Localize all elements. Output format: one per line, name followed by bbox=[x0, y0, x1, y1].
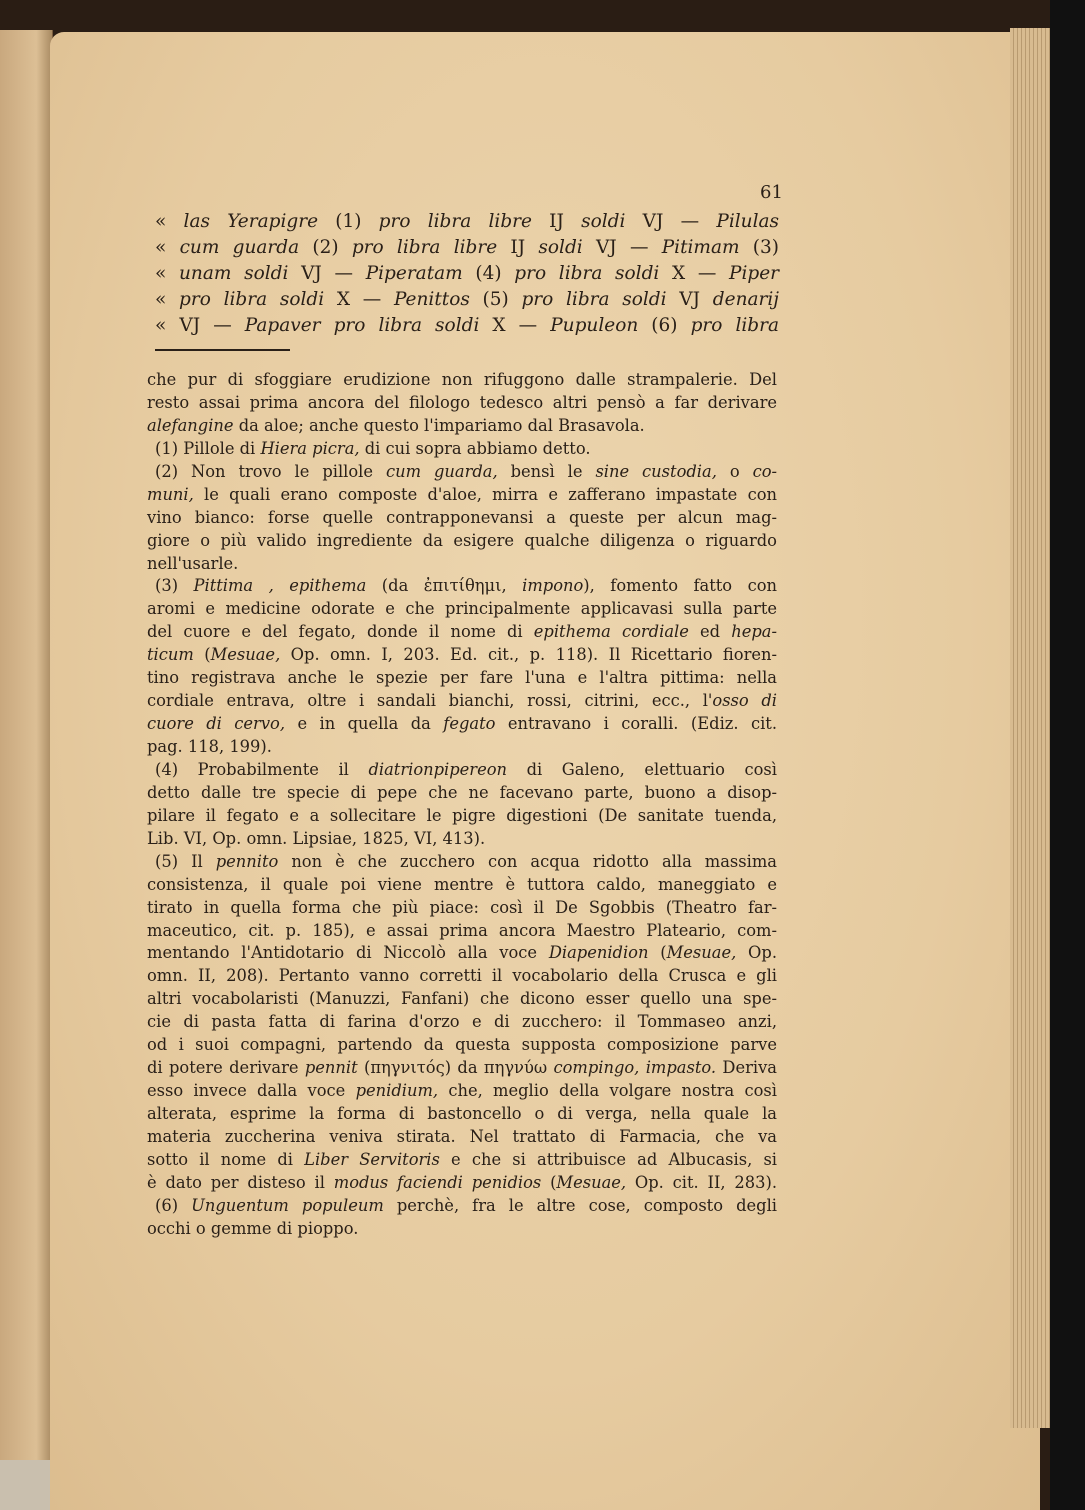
italic-text: Mesuae, bbox=[666, 943, 737, 963]
text-line bbox=[147, 781, 777, 804]
text-line bbox=[147, 368, 777, 391]
text-span: perchè, fra le altre cose, composto degli bbox=[383, 1195, 777, 1215]
text-line bbox=[147, 620, 777, 643]
text-line bbox=[147, 483, 777, 506]
text-span: nell'usarle. bbox=[147, 553, 239, 573]
text-span: (5) bbox=[469, 289, 522, 310]
text-span: vino bianco: forse quelle contrapponevansi a queste per alcun mag- bbox=[147, 507, 777, 527]
text-span: ( bbox=[193, 645, 211, 665]
text-span: X — bbox=[659, 263, 730, 284]
text-line bbox=[147, 666, 777, 689]
text-span: entravano i coralli. (Ediz. cit. bbox=[495, 714, 777, 734]
text-span: resto assai prima ancora del filologo tedesco altri pensò a far derivare bbox=[147, 392, 777, 412]
text-line bbox=[147, 827, 777, 850]
text-span: e in quella da bbox=[285, 714, 444, 734]
text-line bbox=[147, 1171, 777, 1194]
italic-text: Piperatam bbox=[365, 263, 463, 284]
text-line bbox=[147, 529, 777, 552]
text-line bbox=[147, 850, 777, 873]
text-span: o bbox=[716, 461, 753, 481]
text-line bbox=[147, 1125, 777, 1148]
text-line bbox=[147, 896, 777, 919]
text-span: (5) Il bbox=[155, 851, 216, 871]
italic-text: Penittos bbox=[393, 289, 470, 310]
text-line bbox=[147, 1079, 777, 1102]
text-span: VJ — bbox=[625, 211, 717, 232]
text-line bbox=[155, 235, 779, 261]
text-span: è dato per disteso il bbox=[147, 1172, 334, 1192]
italic-text: ticum bbox=[147, 645, 194, 665]
text-span: cie di pasta fatta di farina d'orzo e di zucchero: il Tommaseo anzi, bbox=[147, 1012, 777, 1032]
italic-text: penidium, bbox=[355, 1081, 439, 1101]
text-line bbox=[147, 1056, 777, 1079]
text-span: Op. omn. I, 203. Ed. cit., p. 118). Il Ricettario fioren- bbox=[280, 645, 778, 665]
text-span: IJ bbox=[497, 237, 539, 258]
italic-text: Diapenidion bbox=[548, 943, 649, 963]
italic-text: diatrionpipereon bbox=[368, 759, 508, 779]
text-line bbox=[155, 313, 779, 339]
text-line bbox=[147, 552, 777, 575]
text-span: (6) bbox=[155, 1195, 192, 1215]
footnote-rule bbox=[155, 349, 290, 351]
italic-text: muni, bbox=[147, 484, 194, 504]
text-line bbox=[147, 506, 777, 529]
text-span: non è che zucchero con acqua ridotto alla massima bbox=[278, 851, 777, 871]
text-line bbox=[147, 804, 777, 827]
italic-text: Liber Servitoris bbox=[304, 1149, 440, 1169]
italic-text: hepa- bbox=[731, 622, 777, 642]
italic-text: pro libra libre bbox=[378, 211, 532, 232]
italic-text: Mesuae, bbox=[556, 1172, 627, 1192]
text-span: e che si attribuisce ad Albucasis, si bbox=[439, 1149, 778, 1169]
italic-text: denarij bbox=[712, 289, 780, 310]
italic-text: pro libra libre bbox=[351, 237, 498, 258]
text-span: che pur di sfoggiare erudizione non rifuggono dalle strampalerie. Del bbox=[147, 370, 777, 389]
text-span: ( bbox=[541, 1172, 557, 1192]
text-span: ), fomento fatto con bbox=[583, 576, 777, 596]
text-span: (2) bbox=[299, 237, 352, 258]
italic-text: cum guarda bbox=[179, 237, 300, 258]
text-span: giore o più valido ingrediente da esigere qualche diligenza o riguardo bbox=[147, 530, 777, 550]
text-line bbox=[147, 597, 777, 620]
text-span: (1) bbox=[318, 211, 379, 232]
text-span: Op. cit. II, 283). bbox=[626, 1172, 777, 1192]
italic-text: compingo, impasto. bbox=[553, 1058, 717, 1078]
text-span: aromi e medicine odorate e che principalmente applicavasi sulla parte bbox=[147, 599, 777, 619]
text-span: altri vocabolaristi (Manuzzi, Fanfani) che dicono esser quello una spe- bbox=[147, 989, 777, 1009]
text-span: od i suoi compagni, partendo da questa supposta composizione parve bbox=[147, 1035, 777, 1055]
italic-text: Hiera picra, bbox=[260, 438, 360, 458]
text-span: consistenza, il quale poi viene mentre è tuttora caldo, maneggiato e bbox=[147, 874, 777, 894]
text-span: Op. bbox=[736, 943, 778, 963]
text-span: VJ — bbox=[582, 237, 662, 258]
text-span: che, meglio della volgare nostra così bbox=[438, 1081, 777, 1101]
text-line bbox=[147, 460, 777, 483]
text-span: « bbox=[155, 289, 180, 310]
main-text bbox=[155, 209, 779, 339]
text-line bbox=[147, 391, 777, 414]
italic-text: Papaver pro libra soldi bbox=[244, 315, 480, 336]
text-span: mentando l'Antidotario di Niccolò alla voce bbox=[147, 943, 549, 963]
text-span: da aloe; anche questo l'impariamo dal Brasavola. bbox=[233, 415, 645, 435]
text-span: IJ bbox=[531, 211, 582, 232]
text-span: alterata, esprime la forma di bastoncello o di verga, nella quale la bbox=[147, 1104, 777, 1123]
text-span: cordiale entrava, oltre i sandali bianchi, rossi, citrini, ecc., l' bbox=[147, 691, 713, 711]
text-span: (2) Non trovo le pillole bbox=[155, 461, 386, 481]
text-span: Deriva bbox=[716, 1058, 777, 1078]
text-span: pilare il fegato e a sollecitare le pigre digestioni (De sanitate tuenda, bbox=[147, 805, 777, 825]
italic-text: soldi bbox=[581, 211, 626, 232]
text-span: (4) Probabilmente il bbox=[155, 759, 369, 779]
italic-text: Mesuae, bbox=[210, 645, 281, 665]
text-line bbox=[147, 574, 777, 597]
text-line bbox=[147, 1033, 777, 1056]
text-line bbox=[147, 919, 777, 942]
text-span: (3) bbox=[739, 237, 780, 258]
text-line bbox=[147, 735, 777, 758]
italic-text: pro libra soldi bbox=[514, 263, 660, 284]
italic-text: impono bbox=[522, 576, 584, 596]
page-number: 61 bbox=[760, 182, 783, 203]
text-span: (6) bbox=[638, 315, 691, 336]
text-span: di Galeno, elettuario così bbox=[507, 759, 777, 779]
scan-border bbox=[1050, 0, 1085, 1510]
italic-text: sine custodia, bbox=[595, 461, 717, 481]
text-span: maceutico, cit. p. 185), e assai prima ancora Maestro Plateario, com- bbox=[147, 920, 777, 940]
text-span: occhi o gemme di pioppo. bbox=[147, 1218, 359, 1238]
text-line bbox=[147, 414, 777, 437]
italic-text: unam soldi bbox=[179, 263, 289, 284]
text-span: « VJ — bbox=[155, 315, 245, 336]
text-line bbox=[147, 689, 777, 712]
text-span: (πηγνιτός) da πηγνύω bbox=[357, 1058, 554, 1078]
text-span: tirato in quella forma che più piace: così il De Sgobbis (Theatro far- bbox=[147, 897, 777, 917]
text-span: pag. 118, 199). bbox=[147, 737, 272, 756]
text-line bbox=[147, 712, 777, 735]
text-line bbox=[147, 873, 777, 896]
italic-text: Pupuleon bbox=[550, 315, 639, 336]
left-page-edge bbox=[0, 30, 53, 1510]
italic-text: Pitimam bbox=[661, 237, 740, 258]
italic-text: pennit bbox=[304, 1058, 358, 1078]
italic-text: Unguentum populeum bbox=[191, 1195, 384, 1215]
italic-text: Pittima , epithema bbox=[193, 576, 367, 596]
text-span: del cuore e del fegato, donde il nome di bbox=[147, 622, 534, 642]
text-span: « bbox=[155, 263, 179, 284]
italic-text: soldi bbox=[538, 237, 583, 258]
text-line bbox=[147, 1194, 777, 1217]
text-line bbox=[147, 941, 777, 964]
text-span: « bbox=[155, 237, 180, 258]
italic-text: las Yerapigre bbox=[183, 211, 319, 232]
italic-text: modus faciendi penidios bbox=[333, 1172, 542, 1192]
italic-text: pennito bbox=[215, 851, 279, 871]
italic-text: cuore di cervo, bbox=[147, 714, 286, 734]
text-span: X — bbox=[324, 289, 394, 310]
italic-text: cum guarda, bbox=[385, 461, 498, 481]
italic-text: epithema cordiale bbox=[533, 622, 689, 642]
text-span: esso invece dalla voce bbox=[147, 1081, 356, 1101]
text-span: VJ bbox=[666, 289, 713, 310]
italic-text: fegato bbox=[443, 714, 496, 734]
italic-text: Piper bbox=[729, 263, 780, 284]
text-line bbox=[147, 1010, 777, 1033]
text-line bbox=[155, 261, 779, 287]
text-span: Lib. VI, Op. omn. Lipsiae, 1825, VI, 413). bbox=[147, 828, 486, 848]
italic-text: osso di bbox=[712, 691, 777, 711]
text-line bbox=[147, 1148, 777, 1171]
text-span: VJ — bbox=[288, 263, 366, 284]
text-line bbox=[147, 1217, 777, 1240]
text-line bbox=[155, 209, 779, 235]
text-span: sotto il nome di bbox=[147, 1149, 305, 1169]
text-span: « bbox=[155, 211, 184, 232]
footnotes bbox=[147, 368, 777, 1240]
italic-text: Pilulas bbox=[716, 211, 780, 232]
text-span: le quali erano composte d'aloe, mirra e zafferano impastate con bbox=[193, 484, 777, 504]
page-edges bbox=[1010, 28, 1050, 1428]
text-span: materia zuccherina veniva stirata. Nel trattato di Farmacia, che va bbox=[147, 1126, 777, 1146]
text-line bbox=[147, 964, 777, 987]
text-span: ( bbox=[648, 943, 667, 963]
italic-text: pro libra soldi bbox=[179, 289, 325, 310]
text-line bbox=[147, 758, 777, 781]
text-span: detto dalle tre specie di pepe che ne facevano parte, buono a disop- bbox=[147, 782, 777, 802]
text-span: (1) Pillole di bbox=[155, 438, 261, 458]
text-span: (3) bbox=[155, 576, 194, 596]
text-span: (4) bbox=[462, 263, 515, 284]
text-span: di potere derivare bbox=[147, 1058, 305, 1078]
text-span: X — bbox=[479, 315, 551, 336]
text-line bbox=[147, 437, 777, 460]
text-span: (da ἐπιτίθημι, bbox=[366, 576, 523, 596]
text-line bbox=[147, 987, 777, 1010]
italic-text: alefangine bbox=[147, 415, 234, 435]
text-span: tino registrava anche le spezie per fare l'una e l'altra pittima: nella bbox=[147, 668, 777, 688]
text-line bbox=[147, 1102, 777, 1125]
italic-text: pro libra bbox=[690, 315, 779, 336]
text-span: bensì le bbox=[497, 461, 596, 481]
text-line bbox=[147, 643, 777, 666]
text-line bbox=[155, 287, 779, 313]
text-span: di cui sopra abbiamo detto. bbox=[359, 438, 591, 458]
italic-text: co- bbox=[752, 461, 777, 481]
text-span: omn. II, 208). Pertanto vanno corretti il vocabolario della Crusca e gli bbox=[147, 966, 777, 986]
text-span: ed bbox=[688, 622, 732, 642]
italic-text: pro libra soldi bbox=[521, 289, 667, 310]
